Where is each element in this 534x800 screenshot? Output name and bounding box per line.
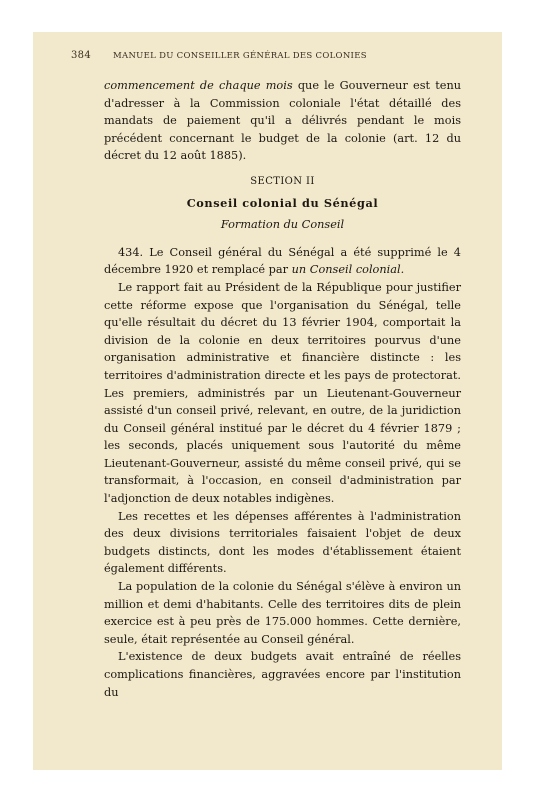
paragraph-population: La population de la colonie du Sénégal s'élève à environ un million et demi d'habitants. Celle des territoires dits de plein exercice est à peu près de 175.000 hommes. Cette dernière, seule, était représentée au Conseil général.: [104, 580, 461, 646]
page-number: 384: [71, 50, 91, 61]
page-body: [104, 77, 461, 701]
section-subheading: Formation du Conseil: [220, 218, 345, 232]
paragraph-text: 434. Le Conseil général du Sénégal a été supprimé le 4 décembre 1920 et remplacé par: [104, 245, 461, 277]
section-heading: Conseil colonial du Sénégal: [186, 195, 379, 210]
paragraph-rapport: Le rapport fait au Président de la République pour justifier cette réforme expose que l'organisation du Sénégal, telle qu'elle résultait du décret du 13 février 1904, comportait la division de la colonie en deux territoires pourvus d'une organisation administrative et financière distincte : les territoires d'administration directe et les pays de protectorat. Les premiers, administrés par un Lieutenant-Gouverneur assisté d'un conseil privé, relevant, en outre, de la juridiction du Conseil général institué par le décret du 4 février 1879 ; les seconds, placés uniquement sous l'autorité du même Lieutenant-Gouverneur, assisté du même conseil privé, qui se transformait, à l'occasion, en conseil d'administration par l'adjonction de deux notables indigènes.: [104, 280, 461, 506]
paragraph-budgets: L'existence de deux budgets avait entraîné de réelles complications financières, aggravées encore par l'institution du: [104, 650, 461, 699]
running-header: [71, 50, 471, 64]
section-label: SECTION II: [250, 175, 315, 187]
paragraph-434: [104, 244, 461, 279]
paragraph-continued: [104, 77, 461, 165]
paragraph-text: que le Gouverneur est tenu d'adresser à la Commission coloniale l'état détaillé des mandats de paiement qu'il a délivrés pendant le mois précédent concernant le budget de la colonie (art. 12 du décret du 12 août 1885).: [104, 79, 462, 163]
paragraph-recettes: Les recettes et les dépenses afférentes à l'administration des deux divisions territoriales faisaient l'objet de deux budgets distincts, dont les modes d'établissement étaient également différents.: [104, 509, 461, 576]
running-title: MANUEL DU CONSEILLER GÉNÉRAL DES COLONIES: [113, 51, 367, 61]
emphasis-text: un Conseil colonial.: [291, 263, 405, 277]
emphasis-text: commencement de chaque mois: [104, 79, 293, 92]
